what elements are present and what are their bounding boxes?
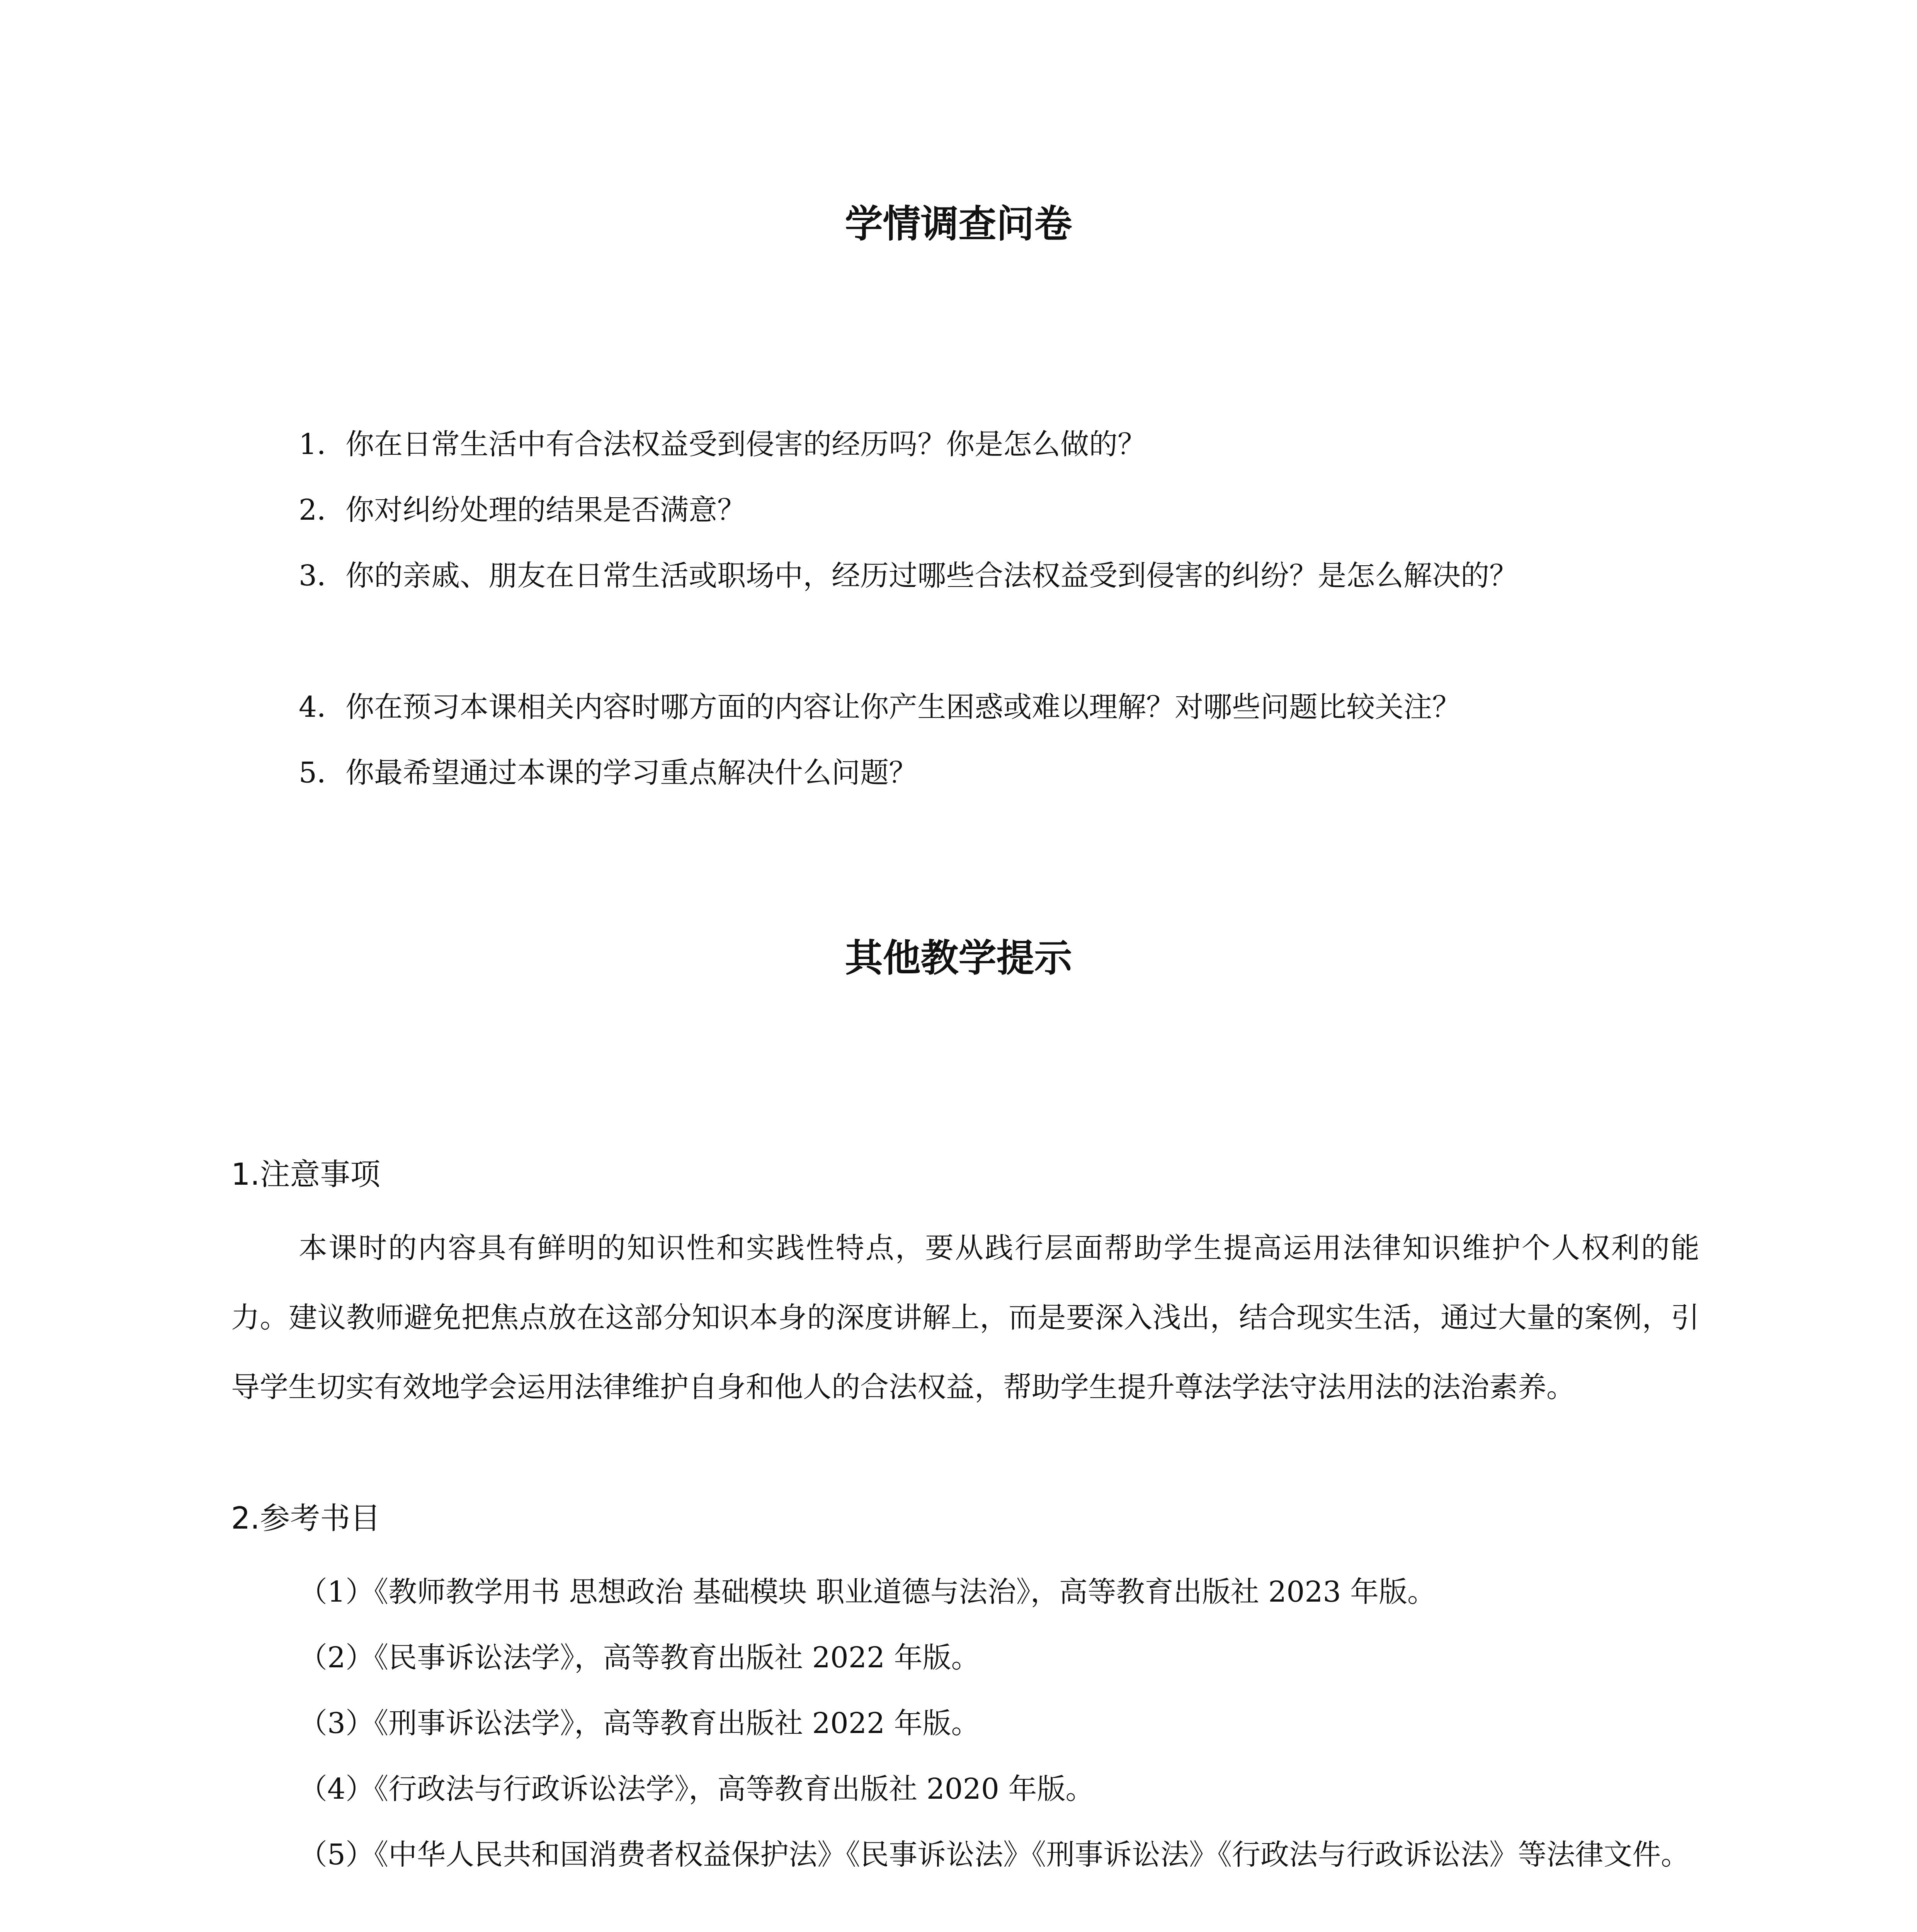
survey-question-1: 1．你在日常生活中有合法权益受到侵害的经历吗？你是怎么做的？ — [299, 428, 1146, 461]
survey-question-2: 2．你对纠纷处理的结果是否满意？ — [299, 493, 746, 527]
survey-question-3: 3．你的亲戚、朋友在日常生活或职场中，经历过哪些合法权益受到侵害的纠纷？是怎么解决的？ — [299, 559, 1518, 592]
survey-question-5: 5．你最希望通过本课的学习重点解决什么问题？ — [299, 756, 918, 789]
notes-body: 本课时的内容具有鲜明的知识性和实践性特点，要从践行层面帮助学生提高运用法律知识维护个人权利的能力。建议教师避免把焦点放在这部分知识本身的深度讲解上，而是要深入浅出，结合现实生活，通过大量的案例，引导学生切实有效地学会运用法律维护自身和他人的合法权益，帮助学生提升尊法学法守法用法的法治素养。 — [231, 1231, 1699, 1404]
references-heading: 2.参考书目 — [231, 1501, 381, 1536]
tips-title: 其他教学提示 — [845, 936, 1072, 980]
survey-question-4: 4．你在预习本课相关内容时哪方面的内容让你产生困惑或难以理解？对哪些问题比较关注？ — [299, 690, 1461, 724]
reference-item-3: （3）《刑事诉讼法学》，高等教育出版社 2022 年版。 — [299, 1707, 980, 1740]
survey-title: 学情调查问卷 — [845, 202, 1072, 246]
notes-heading: 1.注意事项 — [231, 1157, 381, 1192]
reference-item-5: （5）《中华人民共和国消费者权益保护法》《民事诉讼法》《刑事诉讼法》《行政法与行政诉讼法》等法律文件。 — [299, 1838, 1690, 1871]
reference-item-4: （4）《行政法与行政诉讼法学》，高等教育出版社 2020 年版。 — [299, 1772, 1094, 1806]
reference-item-2: （2）《民事诉讼法学》，高等教育出版社 2022 年版。 — [299, 1641, 980, 1674]
reference-item-1: （1）《教师教学用书 思想政治 基础模块 职业道德与法治》，高等教育出版社 2023 年版。 — [299, 1575, 1436, 1609]
